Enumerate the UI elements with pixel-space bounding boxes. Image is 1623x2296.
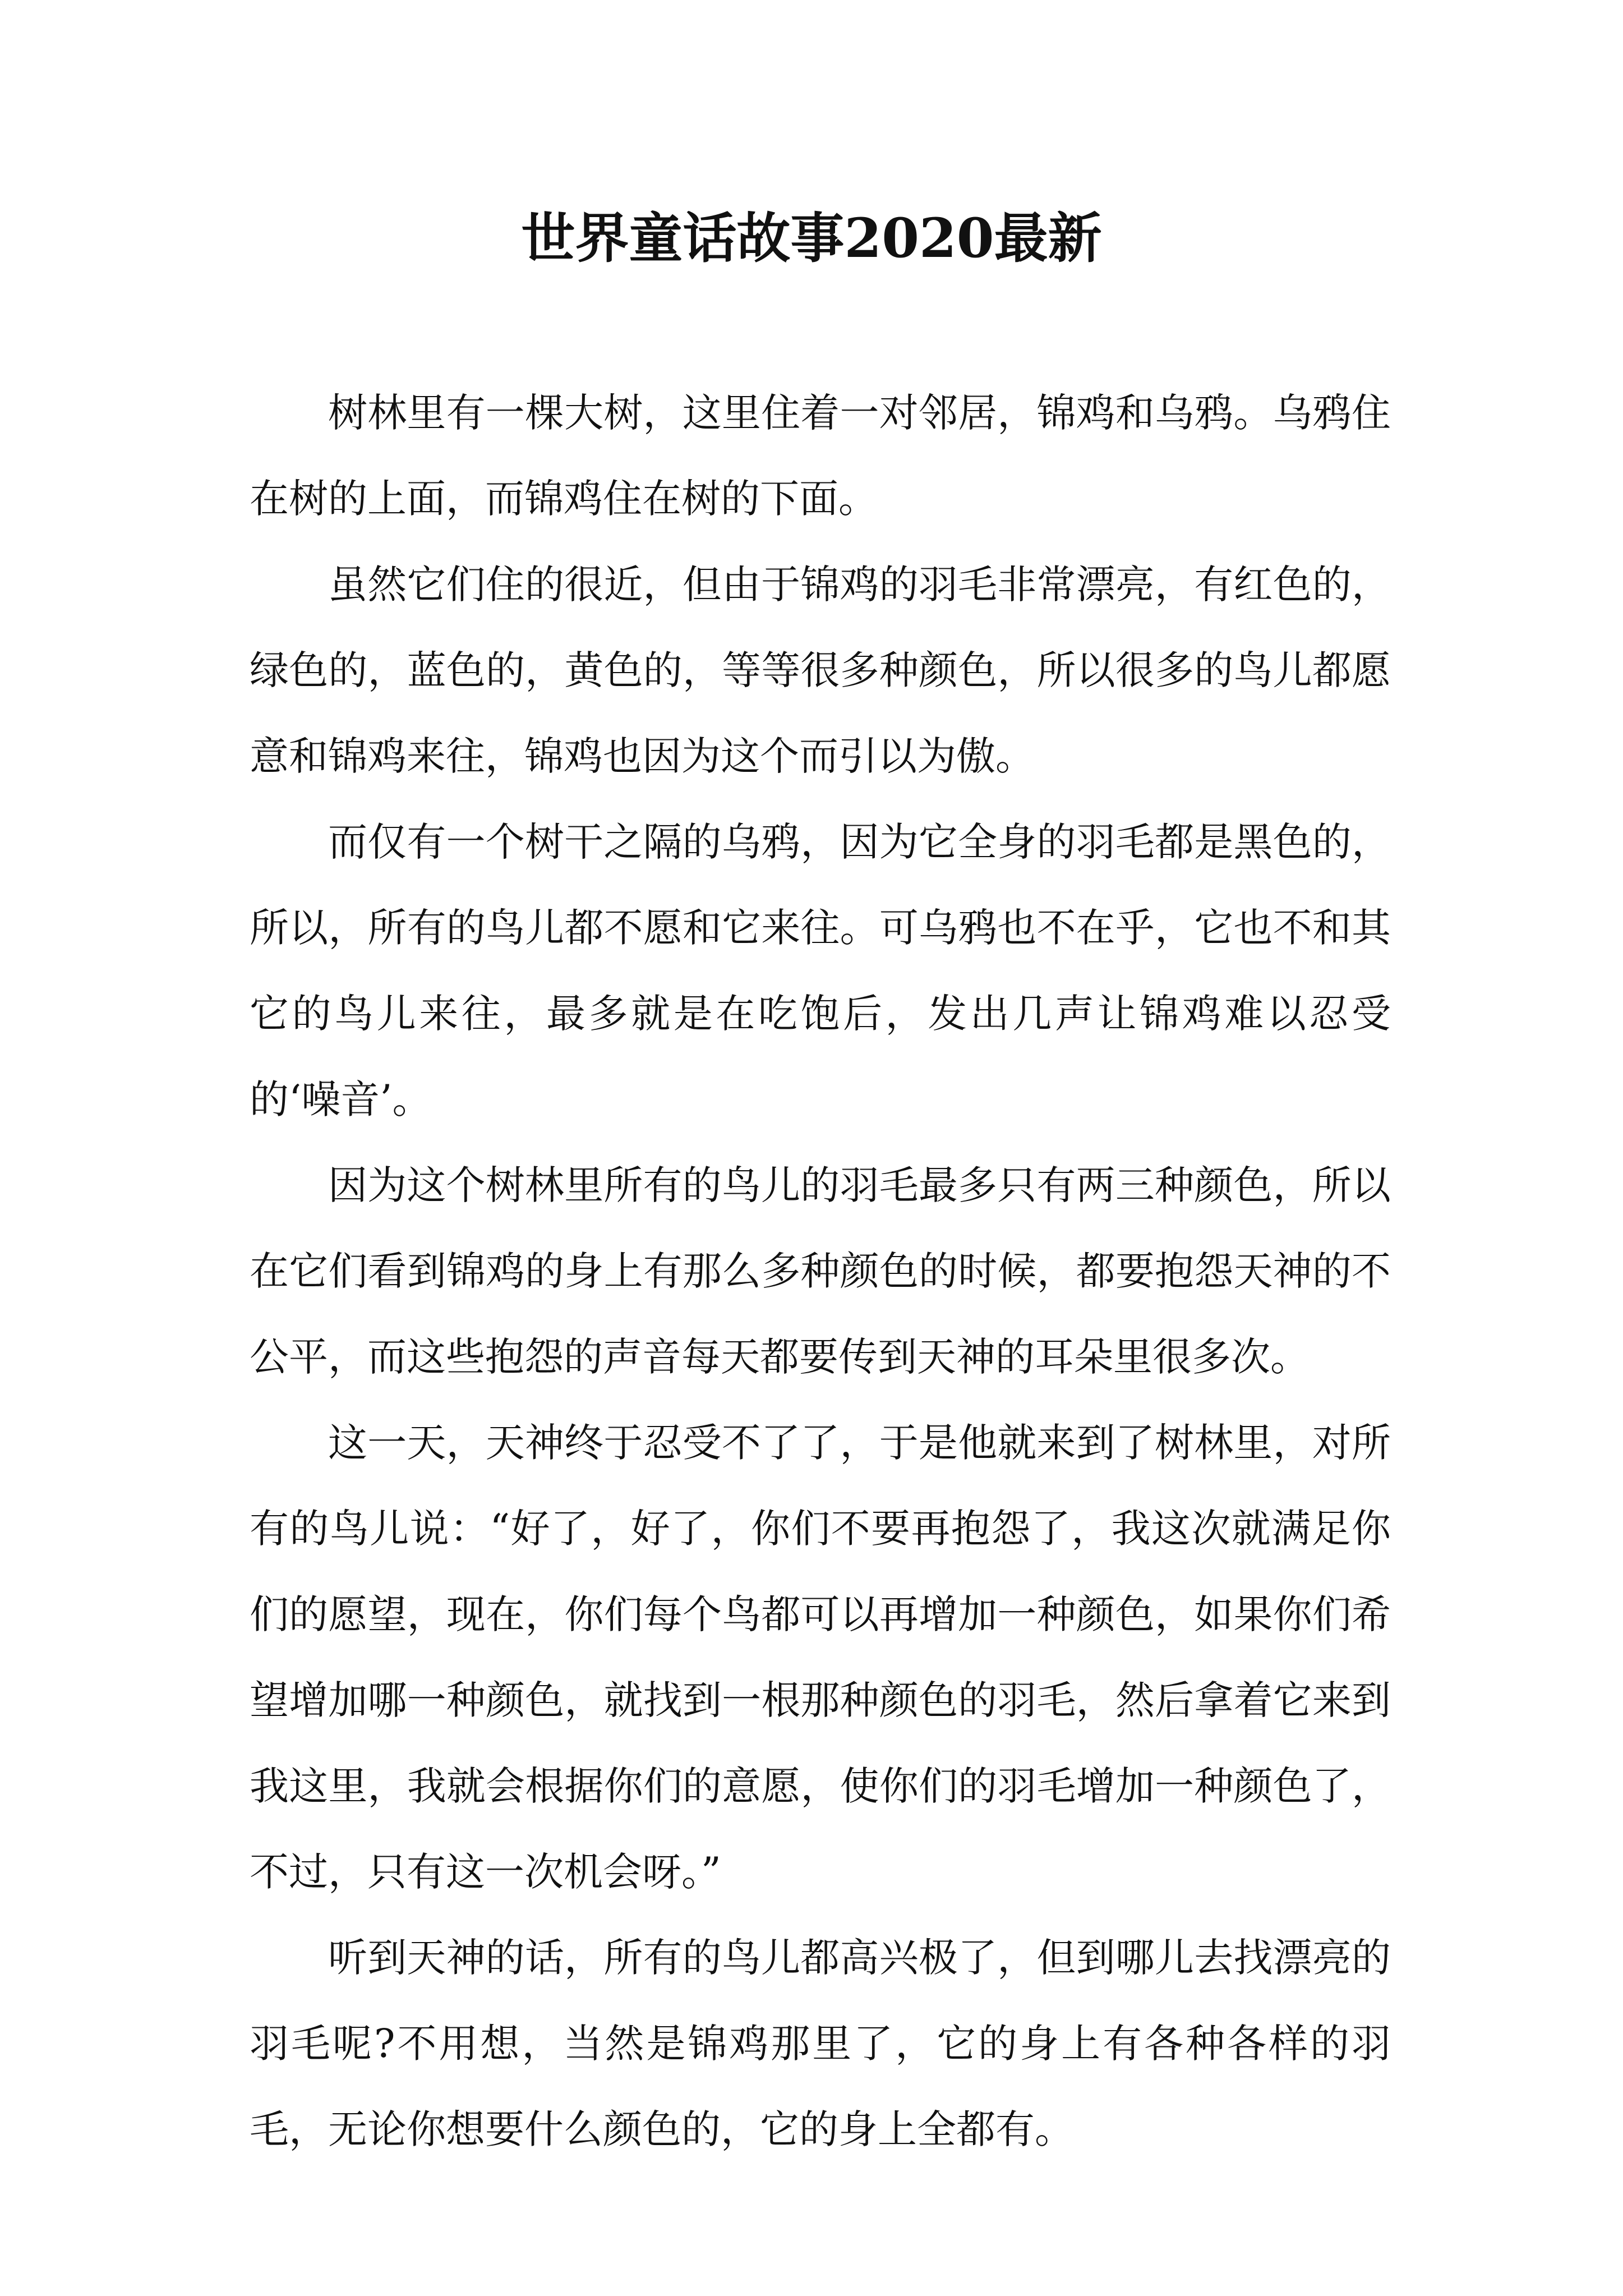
paragraph-4: 因为这个树林里所有的鸟儿的羽毛最多只有两三种颜色，所以在它们看到锦鸡的身上有那么多种颜色的时候，都要抱怨天神的不公平，而这些抱怨的声音每天都要传到天神的耳朵里很多次。 [250,1162,1391,1380]
paragraph-3: 而仅有一个树干之隔的乌鸦，因为它全身的羽毛都是黑色的，所以，所有的鸟儿都不愿和它来往。可乌鸦也不在乎，它也不和其它的鸟儿来往，最多就是在吃饱后，发出几声让锦鸡难以忍受的‘噪音’。 [250,819,1391,1122]
document-title: 世界童话故事2020最新 [521,206,1102,270]
document-body [250,370,1391,2173]
paragraph-2: 虽然它们住的很近，但由于锦鸡的羽毛非常漂亮，有红色的，绿色的，蓝色的，黄色的，等等很多种颜色，所以很多的鸟儿都愿意和锦鸡来往，锦鸡也因为这个而引以为傲。 [250,562,1391,779]
paragraph-1: 树林里有一棵大树，这里住着一对邻居，锦鸡和乌鸦。乌鸦住在树的上面，而锦鸡住在树的下面。 [250,390,1391,522]
paragraph-6: 听到天神的话，所有的鸟儿都高兴极了，但到哪儿去找漂亮的羽毛呢?不用想，当然是锦鸡那里了，它的身上有各种各样的羽毛，无论你想要什么颜色的，它的身上全都有。 [250,1935,1391,2152]
paragraph-5: 这一天，天神终于忍受不了了，于是他就来到了树林里，对所有的鸟儿说：“好了，好了，你们不要再抱怨了，我这次就满足你们的愿望，现在，你们每个鸟都可以再增加一种颜色，如果你们希望增加哪一种颜色，就找到一根那种颜色的羽毛，然后拿着它来到我这里，我就会根据你们的意愿，使你们的羽毛增加一种颜色了，不过，只有这一次机会呀。” [250,1420,1391,1895]
